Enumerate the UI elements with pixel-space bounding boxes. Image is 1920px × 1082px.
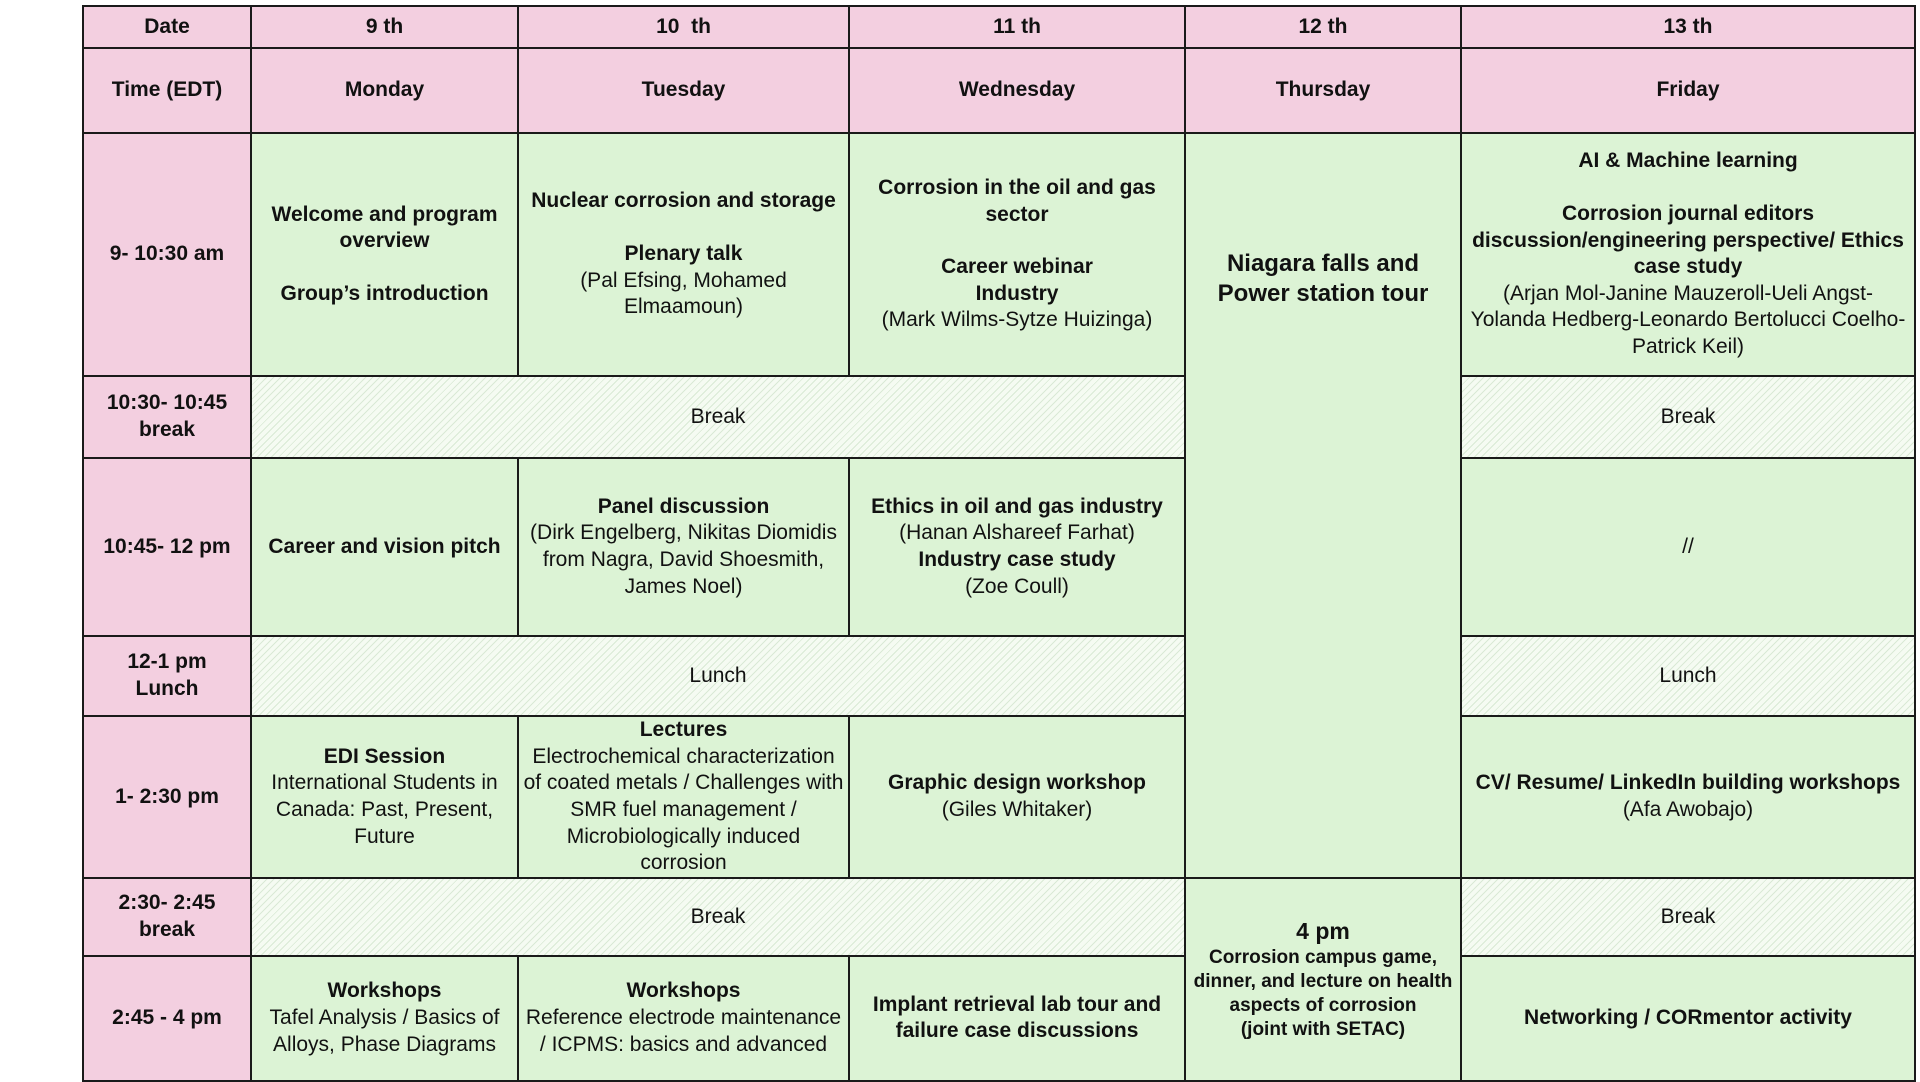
time-slot-1: 9- 10:30 am [83,133,251,376]
session-title: AI & Machine learning [1578,149,1798,173]
session-subtitle: Plenary talk [624,241,743,265]
date-fri: 13 th [1461,6,1915,48]
session-title: Networking / CORmentor activity [1524,1006,1852,1030]
session-thu-evening [1185,878,1461,1081]
time-slot-2 [83,376,251,458]
session-mon-5 [251,716,518,878]
slot-row-5 [83,716,1915,878]
session-mon-3 [251,458,518,636]
session-fri-3: // [1461,458,1915,636]
session-description: Reference electrode maintenance / ICPMS: basics and advanced [525,1006,842,1056]
session-speakers: (Zoe Coull) [965,574,1069,598]
break-cell-fri: Break [1461,376,1915,458]
date-tue: 10 th [518,6,849,48]
session-subtitle: Group’s introduction [280,281,489,305]
slot-row-2 [83,376,1915,458]
date-row [83,6,1915,48]
time-note: Lunch [135,677,199,700]
time-range: 10:30- 10:45 [106,391,228,415]
session-title: CV/ Resume/ LinkedIn building workshops [1475,771,1901,795]
day-fri: Friday [1461,48,1915,133]
session-fri-1 [1461,133,1915,376]
time-slot-4 [83,636,251,716]
session-title: Panel discussion [597,494,770,518]
time-slot-6 [83,878,251,956]
day-wed: Wednesday [849,48,1185,133]
session-title: Corrosion in the oil and gas sector [878,175,1156,226]
slot-row-4 [83,636,1915,716]
slot-row-6 [83,878,1915,956]
session-mon-1 [251,133,518,376]
session-wed-5 [849,716,1185,878]
session-subtitle: Corrosion journal editors discussion/engineering perspective/ Ethics case study [1472,201,1904,279]
break-cell: Break [251,878,1185,956]
day-row [83,48,1915,133]
session-speakers: (Hanan Alshareef Farhat) [899,521,1135,545]
session-title: Career and vision pitch [268,534,501,558]
lunch-cell: Lunch [251,636,1185,716]
session-thu-tour [1185,133,1461,878]
time-note: break [138,418,196,441]
session-title: Nuclear corrosion and storage [531,189,836,213]
session-title: Niagara falls and Power station tour [1217,250,1429,308]
session-tue-3 [518,458,849,636]
slot-row-7 [83,956,1915,1081]
session-speakers: (Dirk Engelberg, Nikitas Diomidis from Nagra, David Shoesmith, James Noel) [530,521,837,598]
session-speakers: (Arjan Mol-Janine Mauzeroll-Ueli Angst-Yolanda Hedberg-Leonardo Bertolucci Coelho-Patrick Keil) [1470,281,1906,359]
session-fri-5 [1461,716,1915,878]
session-description: Corrosion campus game, dinner, and lecture on health aspects of corrosion [1193,946,1453,1017]
lunch-cell-fri: Lunch [1461,636,1915,716]
session-wed-1 [849,133,1185,376]
break-cell-fri: Break [1461,878,1915,956]
session-title: Ethics in oil and gas industry [871,494,1163,518]
time-slot-5: 1- 2:30 pm [83,716,251,878]
time-note: break [138,917,196,941]
day-thu: Thursday [1185,48,1461,133]
date-thu: 12 th [1185,6,1461,48]
day-mon: Monday [251,48,518,133]
slot-row-3 [83,458,1915,636]
time-header: Time (EDT) [83,48,251,133]
break-cell: Break [251,376,1185,458]
session-title: Welcome and program overview [271,202,498,253]
session-title: EDI Session [323,744,446,768]
session-title: Workshops [626,979,741,1003]
session-title: Lectures [639,718,728,741]
session-wed-7 [849,956,1185,1081]
time-slot-3: 10:45- 12 pm [83,458,251,636]
date-wed: 11 th [849,6,1185,48]
session-tue-1 [518,133,849,376]
session-fri-7 [1461,956,1915,1081]
session-subtitle: Industry case study [918,548,1116,571]
day-tue: Tuesday [518,48,849,133]
session-speakers: (Pal Efsing, Mohamed Elmaamoun) [580,268,787,319]
session-wed-3 [849,458,1185,636]
session-subtitle: Career webinar [941,255,1093,279]
session-description: International Students in Canada: Past, Present, Future [271,771,498,848]
session-time: 4 pm [1296,917,1350,944]
session-subtitle: Industry [975,281,1059,305]
session-speakers: (Afa Awobajo) [1622,797,1754,821]
session-mon-7 [251,956,518,1081]
session-description: Electrochemical characterization of coated metals / Challenges with SMR fuel management / Microbiologically induced corrosion [523,744,844,875]
session-tue-5 [518,716,849,878]
session-tue-7 [518,956,849,1081]
time-range: 2:30- 2:45 [118,891,216,915]
session-speakers: (Mark Wilms-Sytze Huizinga) [881,308,1153,332]
session-title: Workshops [327,979,442,1003]
time-slot-7: 2:45 - 4 pm [83,956,251,1081]
session-speakers: (Giles Whitaker) [941,797,1093,821]
date-header: Date [83,6,251,48]
slot-row-1 [83,133,1915,376]
session-title: Graphic design workshop [888,771,1146,795]
session-description: Tafel Analysis / Basics of Alloys, Phase Diagrams [269,1006,500,1056]
session-note: (joint with SETAC) [1240,1019,1406,1041]
session-title: Implant retrieval lab tour and failure case discussions [872,992,1162,1043]
time-range: 12-1 pm [127,650,207,674]
date-mon: 9 th [251,6,518,48]
schedule-table [82,5,1916,1082]
